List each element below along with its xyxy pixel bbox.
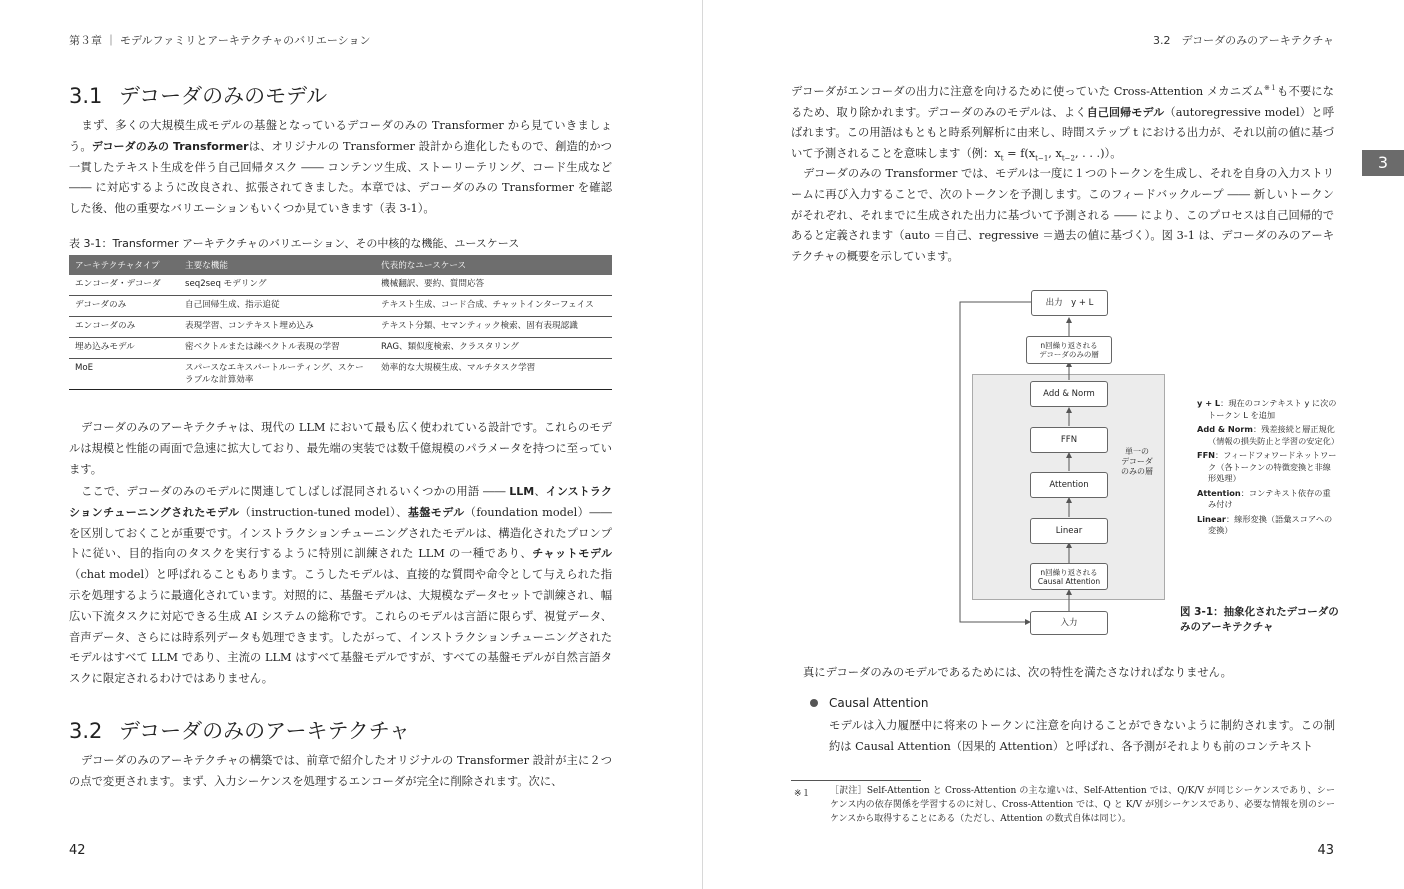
legend-item: Add & Norm：残差接続と層正規化（情報の損失防止と学習の安定化） [1197, 424, 1340, 446]
running-head-left: 第３章 ｜ モデルファミリとアーキテクチャのバリエーション [69, 34, 371, 47]
table-header-cell: アーキテクチャタイプ [69, 255, 179, 275]
table-cell: テキスト生成、コード合成、チャットインターフェイス [375, 296, 612, 317]
table-cell: 表現学習、コンテキスト埋め込み [179, 317, 375, 338]
table-cell: デコーダのみ [69, 296, 179, 317]
ffn-box: FFN [1030, 427, 1108, 453]
footnote-text: ［訳注］Self-Attention と Cross-Attention の主な違いは、Self-Attention では、Q/K/V が同じシーケンスであり、シーケンス内の依存関係を学習するのに対し、Cross-Attention では、Q と K/V が別シーケンスであり、必要な情報を別のシーケンスから取得することにある（ただし、Attention の数式自体は同じ）。 [830, 786, 1335, 824]
table-cell: エンコーダのみ [69, 317, 179, 338]
paragraph-properties: 真にデコーダのみのモデルであるためには、次の特性を満たさなければなりません。 [803, 666, 1232, 679]
chapter-tab: 3 [1362, 150, 1404, 176]
paragraph-autoregressive: デコーダがエンコーダの出力に注意を向けるために使っていた Cross-Attention メカニズム$^{※1}$も不要になるため、取り除かれます。デコーダのみのモデルは、よく自己回帰モデル（autoregressive model）と呼ばれます。この用語はもともと時系列解析に由来し、時間ステップ t における出力が、それ以前の値に基づいて予測されることを意味します（例：$x_t = f(x_{t-1}$, $x_{t-2}$, . . .)）。 [791, 84, 1334, 163]
paragraph-llm-design: デコーダのみのアーキテクチャは、現代の LLM において最も広く使われている設計です。これらのモデルは規模と性能の両面で急速に拡大しており、最先端の実装では数千億規模のパラメータを持つに至っています。 [69, 421, 612, 476]
bullet-title: Causal Attention [829, 696, 929, 710]
paragraph-feedback-loop: デコーダのみの Transformer では、モデルは一度に１つのトークンを生成し、それを自身の入力ストリームに再び入力することで、次のトークンを予測します。このフィードバックループ ―― 新しいトークンがそれぞれ、それまでに生成された出力に基づいて予測される ―― により、このプロセスは自己回帰的であると定義されます（auto ＝自己、regressive ＝過去の値に基づく）。図 3-1 は、デコーダのみのアーキテクチャの概要を示しています。 [791, 167, 1334, 264]
section-title: デコーダのみのアーキテクチャ [119, 719, 411, 743]
table-cell: 機械翻訳、要約、質問応答 [375, 275, 612, 296]
table-cell: スパースなエキスパートルーティング、スケーラブルな計算効率 [179, 359, 375, 390]
table-cell: 効率的な大規模生成、マルチタスク学習 [375, 359, 612, 390]
paragraph-terminology: ここで、デコーダのみのモデルに関連してしばしば混同されるいくつかの用語 ―― LLM、インストラクションチューニングされたモデル（instruction-tuned model）、基盤モデル（foundation model）―― を区別しておくことが重要です。インストラクションチューニングされたモデルは、構造化されたプロンプトに従い、目的指向のタスクを実行するように特別に訓練された LLM の一種であり、チャットモデル（chat model）と呼ばれることもあります。こうしたモデルは、直接的な質問や命令として与えられた指示を処理するように最適化されています。対照的に、基盤モデルは、大規模なデータセットで訓練され、幅広い下流タスクに対応できる生成 AI システムの総称です。これらのモデルは言語に限らず、視覚データ、音声データ、さらには時系列データも処理できます。したがって、インストラクションチューニングされたモデルはすべて LLM であり、主流の LLM はすべて基盤モデルですが、すべての基盤モデルが自然言語タスクに限定されるわけではありません。 [69, 485, 612, 686]
linear-box: Linear [1030, 518, 1108, 544]
section-number: 3.1 [69, 84, 103, 108]
table-caption: 表 3-1：Transformer アーキテクチャのバリエーション、その中核的な機能、ユースケース [69, 237, 520, 250]
table-cell: テキスト分類、セマンティック検索、固有表現認識 [375, 317, 612, 338]
legend-item: FFN：フィードフォワードネットワーク（各トークンの特徴変換と非線形処理） [1197, 450, 1337, 483]
figure-caption: 図 3-1：抽象化されたデコーダのみのアーキテクチャ [1180, 606, 1339, 633]
output-box: 出力 y + L [1031, 290, 1108, 316]
legend-item: y + L：現在のコンテキスト y に次のトークン L を追加 [1197, 398, 1337, 420]
bullet-icon [810, 699, 818, 707]
running-head-right: 3.2 デコーダのみのアーキテクチャ [1153, 34, 1334, 47]
legend-item: Attention：コンテキスト依存の重み付け [1197, 487, 1331, 509]
table-cell: 自己回帰生成、指示追従 [179, 296, 375, 317]
single-layer-label: 単一の デコーダ のみの層 [1121, 447, 1153, 476]
section-title: デコーダのみのモデル [119, 84, 328, 108]
paragraph-intro: まず、多くの大規模生成モデルの基盤となっているデコーダのみの Transformer から見ていきましょう。デコーダのみの Transformerは、オリジナルの Transformer 設計から進化したもので、創造的かつ一貫したテキスト生成を伴う自己回帰タスク ―― コンテンツ生成、ストーリーテリング、コード生成など ―― に対応するように改良され、拡張されてきました。本章では、デコーダのみの Transformer を確認した後、他の重要なバリエーションもいくつか見ていきます（表 3-1）。 [69, 119, 612, 216]
table-cell: エンコーダ・デコーダ [69, 275, 179, 296]
table-header-cell: 代表的なユースケース [375, 255, 612, 275]
paragraph-architecture-changes: デコーダのみのアーキテクチャの構築では、前章で紹介したオリジナルの Transformer 設計が主に２つの点で変更されます。まず、入力シーケンスを処理するエンコーダが完全に削除されます。次に、 [69, 754, 612, 788]
table-cell: MoE [69, 359, 179, 390]
input-box: 入力 [1030, 611, 1108, 635]
causal-attention-box: n回繰り返される Causal Attention [1030, 563, 1108, 590]
table-cell: 埋め込みモデル [69, 338, 179, 359]
bullet-text: モデルは入力履歴中に将来のトークンに注意を向けることができないように制約されます。この制約は Causal Attention（因果的 Attention）と呼ばれ、各予測がそれよりも前のコンテキスト [829, 719, 1335, 753]
section-number: 3.2 [69, 719, 103, 743]
legend-item: Linear：線形変換（語彙スコアへの変換） [1197, 513, 1333, 535]
page-number-right: 43 [1317, 843, 1334, 858]
table-cell: 密ベクトルまたは疎ベクトル表現の学習 [179, 338, 375, 359]
attention-box: Attention [1030, 472, 1108, 498]
table-header-cell: 主要な機能 [179, 255, 375, 275]
page-number-left: 42 [69, 843, 86, 858]
add-norm-box: Add & Norm [1030, 381, 1108, 407]
table-cell: RAG、類似度検索、クラスタリング [375, 338, 612, 359]
table-cell: seq2seq モデリング [179, 275, 375, 296]
footnote-mark: ※１ [794, 789, 811, 799]
repeated-stack-box: n回繰り返される デコーダのみの層 [1026, 336, 1112, 364]
footnote-rule [791, 780, 921, 781]
figure-legend [1197, 398, 1340, 540]
